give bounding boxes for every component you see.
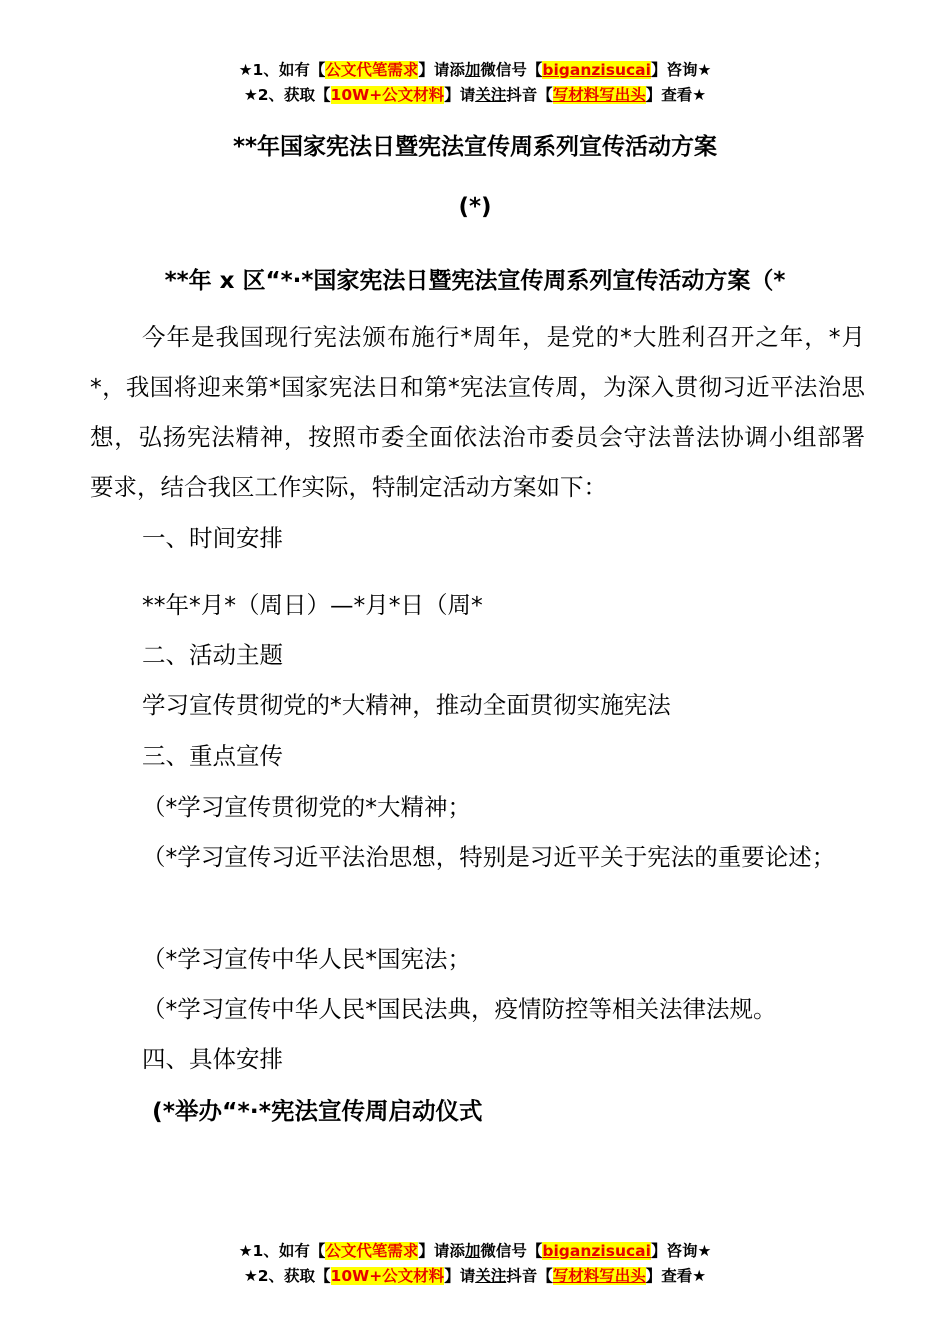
douyin-id: 写材料写出头	[552, 86, 646, 104]
section-4-heading: 四、具体安排	[142, 1045, 283, 1073]
wechat-id: biganzisucai	[542, 1242, 651, 1260]
banner-highlight: 10W+公文材料	[330, 1267, 445, 1285]
section-3-item: （*学习宣传习近平法治思想，特别是习近平关于宪法的重要论述；	[142, 843, 836, 871]
banner-line-2: ★2、获取【10W+公文材料】请关注抖音【写材料写出头】查看★	[243, 86, 707, 104]
section-3-heading: 三、重点宣传	[142, 742, 283, 770]
header-banner	[0, 58, 950, 108]
wechat-id: biganzisucai	[542, 61, 651, 79]
intro-paragraph: 今年是我国现行宪法颁布施行*周年，是党的*大胜利召开之年，*月*，我国将迎来第*国家宪法日和第*宪法宣传周，为深入贯彻习近平法治思想，弘扬宪法精神，按照市委全面依法治市委员会守法普法协调小组部署要求，结合我区工作实际，特制定活动方案如下：	[90, 323, 865, 501]
section-4-subheading: (*举办“*·*宪法宣传周启动仪式	[152, 1097, 483, 1125]
banner-highlight: 公文代笔需求	[325, 1242, 419, 1260]
section-1-text: **年*月*（周日）—*月*日（周*	[142, 591, 483, 619]
document-heading: **年 x 区“*·*国家宪法日暨宪法宣传周系列宣传活动方案（*	[164, 268, 786, 294]
document-subtitle: (*)	[458, 194, 492, 220]
section-3-item: （*学习宣传中华人民*国宪法；	[142, 945, 471, 973]
banner-line-1: ★1、如有【公文代笔需求】请添加微信号【biganzisucai】咨询★	[238, 1242, 712, 1260]
banner-line-2: ★2、获取【10W+公文材料】请关注抖音【写材料写出头】查看★	[243, 1267, 707, 1285]
section-2-heading: 二、活动主题	[142, 641, 283, 669]
section-3-item: （*学习宣传贯彻党的*大精神；	[142, 793, 471, 821]
banner-line-1: ★1、如有【公文代笔需求】请添加微信号【biganzisucai】咨询★	[238, 61, 712, 79]
footer-banner	[0, 1239, 950, 1289]
section-2-text: 学习宣传贯彻党的*大精神，推动全面贯彻实施宪法	[142, 691, 671, 719]
section-1-heading: 一、时间安排	[142, 524, 283, 552]
section-3-item: （*学习宣传中华人民*国民法典，疫情防控等相关法律法规。	[142, 995, 777, 1023]
document-title: **年国家宪法日暨宪法宣传周系列宣传活动方案	[232, 134, 718, 160]
douyin-id: 写材料写出头	[552, 1267, 646, 1285]
banner-highlight: 10W+公文材料	[330, 86, 445, 104]
banner-highlight: 公文代笔需求	[325, 61, 419, 79]
